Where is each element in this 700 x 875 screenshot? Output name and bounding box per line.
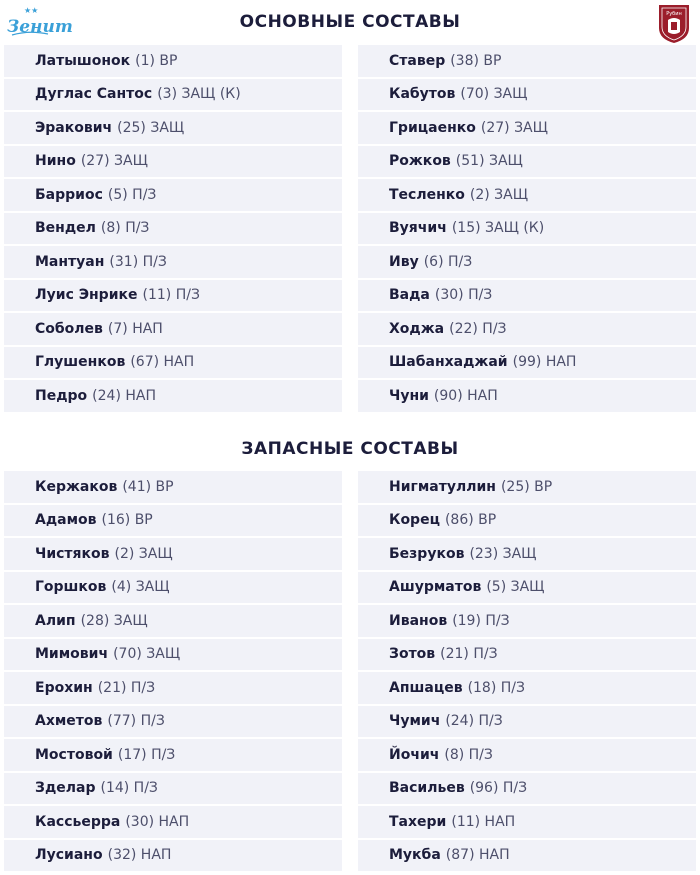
player-name: Чистяков	[35, 545, 110, 562]
player-row	[358, 739, 696, 771]
player-number-position: (4) ЗАЩ	[111, 579, 170, 596]
player-name: Чуни	[389, 387, 429, 404]
player-name: Эракович	[35, 119, 113, 136]
player-number-position: (8) П/З	[100, 220, 150, 237]
player-name: Нигматуллин	[389, 478, 496, 495]
away-starters-list	[358, 45, 696, 414]
player-number-position: (1) ВР	[135, 52, 178, 69]
player-name: Грицаенко	[389, 119, 476, 136]
player-number-position: (22) П/З	[449, 320, 507, 337]
player-row	[358, 773, 696, 805]
player-row	[358, 672, 696, 704]
player-number-position: (21) П/З	[97, 679, 156, 696]
player-number-position: (19) П/З	[452, 612, 510, 629]
player-number-position: (23) ЗАЩ	[469, 545, 537, 562]
player-name: Кабутов	[389, 86, 456, 103]
player-number-position: (24) П/З	[445, 713, 503, 730]
player-row	[358, 213, 696, 245]
player-row	[358, 471, 696, 503]
player-number-position: (14) П/З	[100, 780, 158, 797]
player-number-position: (96) П/З	[469, 780, 528, 797]
player-name: Вада	[389, 287, 430, 304]
player-name: Алип	[35, 612, 76, 629]
player-name: Ставер	[389, 52, 446, 69]
player-name: Кержаков	[35, 478, 118, 495]
player-row	[4, 246, 342, 278]
player-row	[4, 112, 342, 144]
player-name: Рожков	[389, 153, 451, 170]
player-number-position: (2) ЗАЩ	[469, 186, 529, 203]
player-number-position: (32) НАП	[107, 847, 172, 864]
player-row	[358, 79, 696, 111]
player-name: Нино	[35, 153, 76, 170]
player-row	[358, 505, 696, 537]
rubin-logo-icon	[657, 2, 691, 44]
player-name: Шабанхаджай	[389, 354, 508, 371]
player-row	[4, 347, 342, 379]
player-name: Луис Энрике	[35, 287, 138, 304]
player-row	[358, 538, 696, 570]
player-number-position: (41) ВР	[122, 478, 174, 495]
player-name: Корец	[389, 512, 440, 529]
player-row	[358, 605, 696, 637]
player-name: Мантуан	[35, 253, 105, 270]
player-row	[4, 672, 342, 704]
starting-lineups-title: ОСНОВНЫЕ СОСТАВЫ	[239, 12, 461, 32]
player-row	[4, 313, 342, 345]
player-name: Вуячич	[389, 220, 447, 237]
player-name: Иванов	[389, 612, 448, 629]
player-name: Тахери	[389, 813, 447, 830]
player-row	[4, 706, 342, 738]
player-number-position: (28) ЗАЩ	[80, 612, 148, 629]
player-row	[358, 313, 696, 345]
player-row	[4, 605, 342, 637]
player-name: Ерохин	[35, 679, 93, 696]
player-number-position: (30) НАП	[125, 813, 190, 830]
home-subs-list	[4, 471, 342, 873]
player-name: Чумич	[389, 713, 441, 730]
player-name: Апшацев	[389, 679, 463, 696]
player-name: Ашурматов	[389, 579, 482, 596]
player-name: Барриос	[35, 186, 103, 203]
player-row	[4, 572, 342, 604]
player-row	[4, 179, 342, 211]
player-name: Мостовой	[35, 746, 113, 763]
player-row	[358, 347, 696, 379]
player-number-position: (7) НАП	[107, 320, 163, 337]
player-name: Зотов	[389, 646, 436, 663]
player-number-position: (8) П/З	[444, 746, 493, 763]
player-number-position: (87) НАП	[445, 847, 510, 864]
player-name: Глушенков	[35, 354, 126, 371]
player-name: Мимович	[35, 646, 109, 663]
player-name: Ахметов	[35, 713, 103, 730]
player-row	[358, 146, 696, 178]
player-row	[358, 45, 696, 77]
player-row	[4, 538, 342, 570]
player-number-position: (11) П/З	[142, 287, 200, 304]
player-number-position: (3) ЗАЩ (К)	[157, 86, 241, 103]
player-number-position: (27) ЗАЩ	[80, 153, 148, 170]
player-name: Вендел	[35, 220, 96, 237]
player-name: Дуглас Сантос	[35, 86, 153, 103]
player-row	[358, 246, 696, 278]
player-row	[358, 380, 696, 412]
player-number-position: (70) ЗАЩ	[113, 646, 181, 663]
player-name: Педро	[35, 387, 88, 404]
player-row	[358, 112, 696, 144]
player-number-position: (25) ЗАЩ	[117, 119, 185, 136]
player-name: Ходжа	[389, 320, 445, 337]
player-name: Иву	[389, 253, 419, 270]
player-number-position: (77) П/З	[107, 713, 165, 730]
player-number-position: (30) П/З	[434, 287, 493, 304]
player-name: Горшков	[35, 579, 107, 596]
player-number-position: (70) ЗАЩ	[460, 86, 528, 103]
player-name: Кассьерра	[35, 813, 121, 830]
player-row	[358, 179, 696, 211]
player-row	[4, 840, 342, 872]
away-subs-list	[358, 471, 696, 873]
player-number-position: (38) ВР	[450, 52, 502, 69]
player-name: Безруков	[389, 545, 465, 562]
substitutes-title: ЗАПАСНЫЕ СОСТАВЫ	[241, 439, 459, 459]
player-name: Мукба	[389, 847, 441, 864]
player-row	[358, 572, 696, 604]
player-row	[4, 773, 342, 805]
player-number-position: (5) П/З	[107, 186, 157, 203]
player-number-position: (25) ВР	[500, 478, 553, 495]
home-starters-list	[4, 45, 342, 414]
player-number-position: (21) П/З	[440, 646, 498, 663]
header	[0, 0, 700, 46]
player-number-position: (27) ЗАЩ	[480, 119, 548, 136]
player-number-position: (24) НАП	[92, 387, 156, 404]
player-row	[4, 739, 342, 771]
player-row	[4, 79, 342, 111]
player-row	[4, 380, 342, 412]
player-row	[358, 706, 696, 738]
player-number-position: (16) ВР	[101, 512, 153, 529]
player-number-position: (67) НАП	[130, 354, 195, 371]
player-row	[4, 639, 342, 671]
player-number-position: (15) ЗАЩ (К)	[451, 220, 545, 237]
player-number-position: (17) П/З	[117, 746, 176, 763]
player-row	[4, 806, 342, 838]
player-number-position: (90) НАП	[433, 387, 498, 404]
player-row	[4, 146, 342, 178]
player-row	[358, 639, 696, 671]
player-number-position: (31) П/З	[109, 253, 167, 270]
player-name: Адамов	[35, 512, 97, 529]
player-row	[4, 471, 342, 503]
svg-text:Зенит: Зенит	[7, 17, 73, 37]
player-name: Йочич	[389, 746, 440, 763]
player-name: Соболев	[35, 320, 103, 337]
player-number-position: (5) ЗАЩ	[486, 579, 545, 596]
player-name: Тесленко	[389, 186, 465, 203]
player-number-position: (6) П/З	[423, 253, 473, 270]
player-row	[4, 45, 342, 77]
player-row	[4, 213, 342, 245]
player-row	[358, 840, 696, 872]
player-row	[358, 806, 696, 838]
player-number-position: (11) НАП	[451, 813, 516, 830]
player-row	[4, 505, 342, 537]
player-name: Зделар	[35, 780, 96, 797]
player-number-position: (86) ВР	[444, 512, 497, 529]
svg-text:★★: ★★	[24, 6, 39, 15]
player-number-position: (51) ЗАЩ	[455, 153, 523, 170]
player-row	[4, 280, 342, 312]
player-name: Лусиано	[35, 847, 103, 864]
player-row	[358, 280, 696, 312]
player-number-position: (18) П/З	[467, 679, 525, 696]
player-number-position: (99) НАП	[512, 354, 577, 371]
player-name: Васильев	[389, 780, 465, 797]
player-number-position: (2) ЗАЩ	[114, 545, 173, 562]
svg-text:Рубин: Рубин	[666, 11, 682, 17]
player-name: Латышонок	[35, 52, 131, 69]
